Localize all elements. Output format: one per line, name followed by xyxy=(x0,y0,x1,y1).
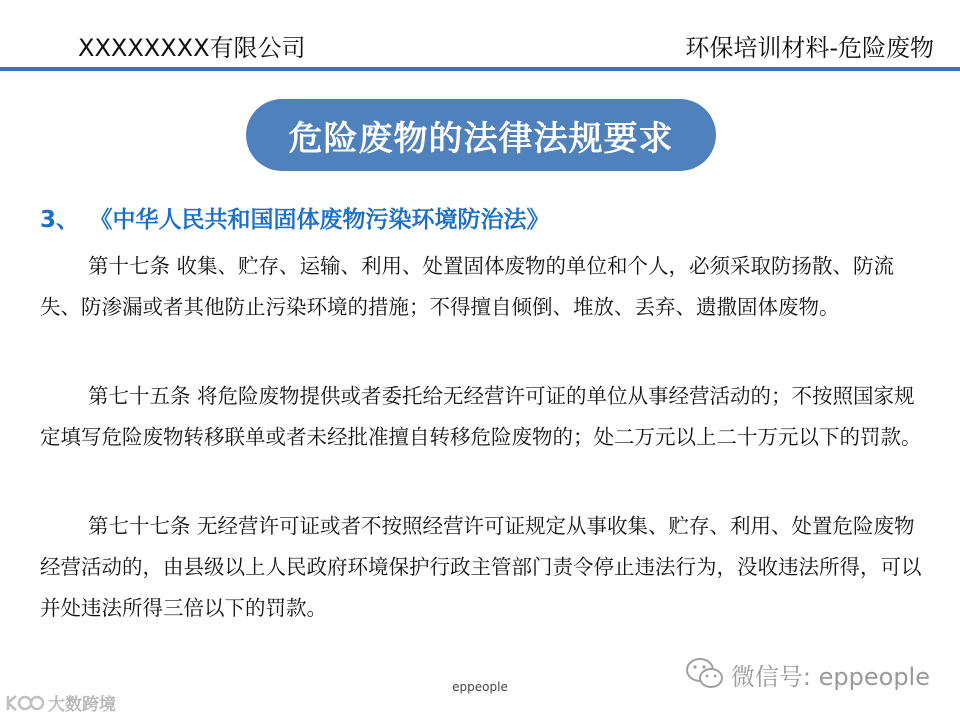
slide-title-banner xyxy=(246,99,716,171)
course-title: 环保培训材料-危险废物 xyxy=(685,34,934,62)
article-77: 第七十七条 无经营许可证或者不按照经营许可证规定从事收集、贮存、利用、处置危险废物经营活动的，由县级以上人民政府环境保护行政主管部门责令停止违法行为，没收违法所得，可以并处违法所得三倍以下的罚款。 xyxy=(40,514,922,620)
wechat-icon xyxy=(685,656,725,692)
section-heading xyxy=(40,204,550,236)
watermark-text: 大数跨境 xyxy=(48,695,116,715)
slide-title: 危险废物的法律法规要求 xyxy=(288,118,674,159)
company-name: XXXXXXXX有限公司 xyxy=(78,34,306,62)
section-number: 3、 xyxy=(40,207,80,233)
site-watermark xyxy=(4,690,116,715)
law-name: 《中华人民共和国固体废物污染环境防治法》 xyxy=(101,207,550,233)
article-75: 第七十五条 将危险废物提供或者委托给无经营许可证的单位从事经营活动的；不按照国家规定填写危险废物转移联单或者未经批准擅自转移危险废物的；处二万元以上二十万元以下的罚款。 xyxy=(40,384,922,449)
slide-header xyxy=(0,0,960,72)
article-17: 第十七条 收集、贮存、运输、利用、处置固体废物的单位和个人，必须采取防扬散、防流失、防渗漏或者其他防止污染环境的措施；不得擅自倾倒、堆放、丢弃、遗撒固体废物。 xyxy=(40,254,895,319)
wechat-watermark xyxy=(685,656,930,692)
watermark-logo-icon xyxy=(4,692,44,714)
wechat-id: 微信号: eppeople xyxy=(730,662,930,691)
header-divider xyxy=(0,67,960,71)
footer-label: eppeople xyxy=(452,680,508,694)
